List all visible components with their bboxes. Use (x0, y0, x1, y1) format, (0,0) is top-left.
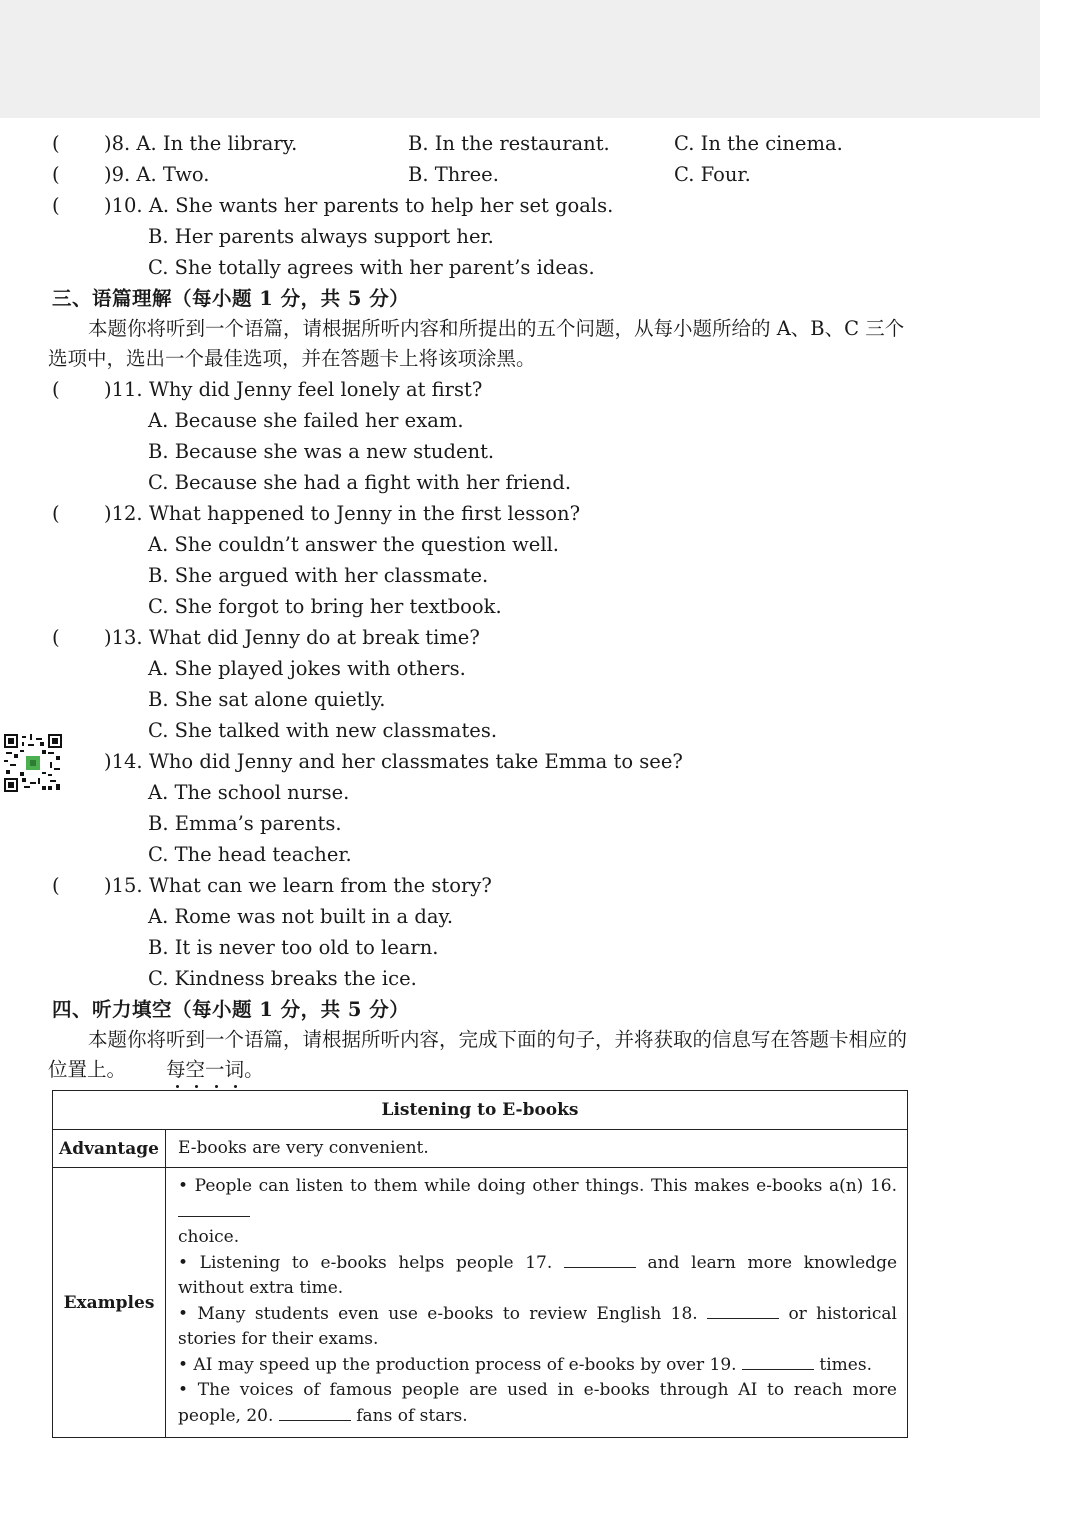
question-number: )14. (104, 750, 143, 773)
emphasis-dot (176, 1085, 179, 1088)
question-8 (52, 128, 912, 159)
option-c: C. Kindness breaks the ice. (148, 967, 417, 990)
answer-blank-19[interactable] (742, 1355, 814, 1370)
exam-content (48, 128, 912, 1085)
answer-bracket[interactable]: ( (52, 163, 60, 186)
question-9 (52, 159, 912, 190)
option-c: C. She forgot to bring her textbook. (148, 595, 502, 618)
option-a: A. She played jokes with others. (148, 657, 466, 680)
answer-bracket[interactable]: ( (52, 378, 60, 401)
question-number: )10. (104, 194, 143, 217)
option-c: C. In the cinema. (674, 132, 843, 155)
answer-bracket[interactable]: ( (52, 626, 60, 649)
question-stem: What happened to Jenny in the first lesson? (148, 502, 581, 525)
question-13 (52, 622, 912, 746)
question-10 (52, 190, 912, 221)
answer-bracket[interactable]: ( (52, 194, 60, 217)
option-b: B. Because she was a new student. (148, 440, 495, 463)
question-number: )13. (104, 626, 143, 649)
option-a: A. She wants her parents to help her set goals. (148, 194, 614, 217)
option-c: C. The head teacher. (148, 843, 352, 866)
question-14 (52, 746, 912, 870)
examples-label: Examples (53, 1168, 166, 1438)
option-b: B. She sat alone quietly. (148, 688, 386, 711)
option-a: A. Because she failed her exam. (148, 409, 464, 432)
answer-bracket[interactable]: ( (52, 502, 60, 525)
question-stem: What did Jenny do at break time? (148, 626, 480, 649)
option-b: B. It is never too old to learn. (148, 936, 439, 959)
option-b: B. Three. (408, 163, 499, 186)
section-3-title: 三、语篇理解（每小题 1 分，共 5 分） (52, 287, 410, 310)
question-15 (52, 870, 912, 994)
section-4-title: 四、听力填空（每小题 1 分，共 5 分） (52, 998, 410, 1021)
option-c: C. She talked with new classmates. (148, 719, 498, 742)
question-number: )9. (104, 163, 131, 186)
emphasis-dot (195, 1085, 198, 1088)
question-stem: Why did Jenny feel lonely at first? (148, 378, 483, 401)
question-number: )11. (104, 378, 143, 401)
example-item-20: • The voices of famous people are used in e-books through AI to reach more people, 20. fans of stars. (178, 1380, 897, 1426)
option-c: C. Because she had a fight with her friend. (148, 471, 572, 494)
answer-blank-18[interactable] (707, 1304, 779, 1319)
answer-bracket[interactable]: ( (52, 874, 60, 897)
scan-header-band (0, 0, 1040, 118)
emphasis-dot (215, 1085, 218, 1088)
example-item-18: • Many students even use e-books to review English 18. or historical stories for their exams. (178, 1303, 897, 1349)
option-b: B. In the restaurant. (408, 132, 610, 155)
example-item-19: • AI may speed up the production process of e-books by over 19. times. (178, 1354, 872, 1375)
section-4-instructions (48, 1025, 912, 1085)
section-3-instructions: 本题你将听到一个语篇，请根据所听内容和所提出的五个问题，从每小题所给的 A、B、C 三个选项中，选出一个最佳选项，并在答题卡上将该项涂黑。 (48, 317, 905, 370)
ebooks-table (52, 1090, 908, 1438)
example-item-16: • People can listen to them while doing other things. This makes e-books a(n) 16. choice. (178, 1176, 897, 1247)
answer-bracket[interactable]: ( (52, 132, 60, 155)
question-stem: Who did Jenny and her classmates take Emma to see? (148, 750, 683, 773)
option-a: A. Rome was not built in a day. (148, 905, 454, 928)
instructions-end: 。 (244, 1058, 264, 1081)
emphasized-text: 每 空 一 词 (126, 1055, 244, 1085)
examples-cell (166, 1168, 908, 1438)
emphasis-dot (234, 1085, 237, 1088)
question-11 (52, 374, 912, 498)
question-number: )12. (104, 502, 143, 525)
option-c: C. Four. (674, 163, 751, 186)
question-12 (52, 498, 912, 622)
table-title: Listening to E-books (53, 1091, 908, 1130)
option-a: A. Two. (136, 163, 210, 186)
example-item-17: • Listening to e-books helps people 17. and learn more knowledge without extra time. (178, 1252, 898, 1298)
advantage-label: Advantage (53, 1130, 166, 1168)
answer-blank-17[interactable] (564, 1253, 636, 1268)
option-a: A. In the library. (136, 132, 298, 155)
question-stem: What can we learn from the story? (148, 874, 492, 897)
instructions-main: 本题你将听到一个语篇，请根据所听内容，完成下面的句子，并将获取的信息写在答题卡相应的位置上。 (48, 1028, 908, 1081)
answer-blank-20[interactable] (279, 1406, 351, 1421)
answer-blank-16[interactable] (178, 1202, 250, 1217)
option-a: A. She couldn’t answer the question well. (148, 533, 560, 556)
option-a: A. The school nurse. (148, 781, 350, 804)
option-c: C. She totally agrees with her parent’s ideas. (148, 256, 595, 279)
advantage-text: E-books are very convenient. (166, 1130, 908, 1168)
option-b: B. Emma’s parents. (148, 812, 342, 835)
question-number: )15. (104, 874, 143, 897)
question-number: )8. (104, 132, 131, 155)
option-b: B. Her parents always support her. (148, 225, 494, 248)
option-b: B. She argued with her classmate. (148, 564, 489, 587)
